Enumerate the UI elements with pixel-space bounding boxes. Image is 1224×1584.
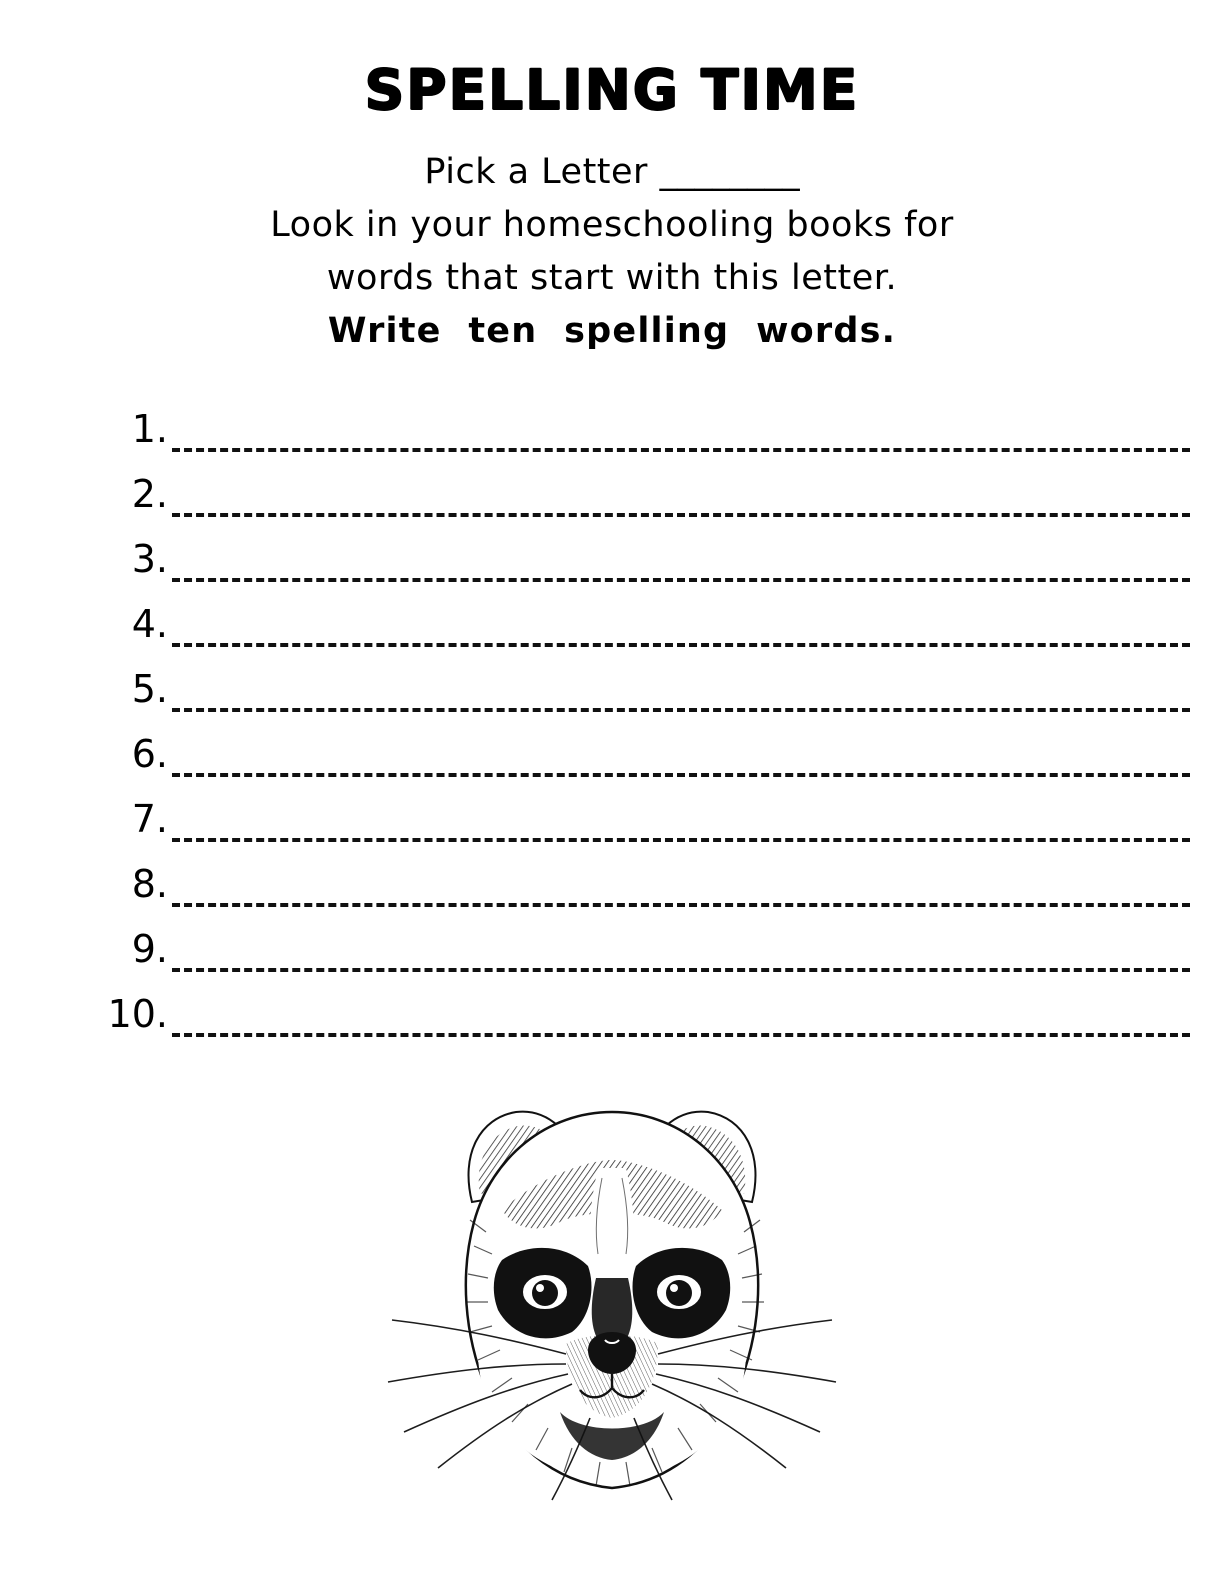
write-line-3[interactable] xyxy=(172,550,1190,582)
answer-line-row[interactable] xyxy=(40,452,1190,517)
line-number: 1. xyxy=(131,406,168,451)
line-number: 6. xyxy=(131,731,168,776)
instruction-line-4: Write ten spelling words. xyxy=(327,311,897,352)
answer-line-row[interactable] xyxy=(40,777,1190,842)
line-number: 5. xyxy=(131,666,168,711)
answer-line-row[interactable] xyxy=(40,842,1190,907)
raccoon-illustration xyxy=(0,1082,1224,1512)
write-line-1[interactable] xyxy=(172,420,1190,452)
line-number: 3. xyxy=(131,536,168,581)
write-line-5[interactable] xyxy=(172,680,1190,712)
write-line-2[interactable] xyxy=(172,485,1190,517)
line-number: 8. xyxy=(131,861,168,906)
line-number: 7. xyxy=(131,796,168,841)
answer-line-row[interactable] xyxy=(40,972,1190,1037)
write-line-7[interactable] xyxy=(172,810,1190,842)
write-line-10[interactable] xyxy=(172,1005,1190,1037)
answer-line-row[interactable] xyxy=(40,712,1190,777)
answer-lines-list xyxy=(0,387,1224,1037)
line-number: 4. xyxy=(131,601,168,646)
page-title: SPELLING TIME xyxy=(364,58,860,122)
instruction-line-3: words that start with this letter. xyxy=(326,258,898,299)
answer-line-row[interactable] xyxy=(40,907,1190,972)
answer-line-row[interactable] xyxy=(40,387,1190,452)
answer-line-row[interactable] xyxy=(40,647,1190,712)
raccoon-drawing xyxy=(388,1112,836,1500)
line-number: 10. xyxy=(107,991,168,1036)
letter-blank[interactable]: ________ xyxy=(659,151,800,192)
answer-line-row[interactable] xyxy=(40,517,1190,582)
write-line-8[interactable] xyxy=(172,875,1190,907)
line-number: 9. xyxy=(131,926,168,971)
line-number: 2. xyxy=(131,471,168,516)
instructions-block xyxy=(0,146,1224,359)
write-line-9[interactable] xyxy=(172,940,1190,972)
instruction-line-2: Look in your homeschooling books for xyxy=(270,204,954,245)
answer-line-row[interactable] xyxy=(40,582,1190,647)
write-line-4[interactable] xyxy=(172,615,1190,647)
pick-a-letter-label: Pick a Letter xyxy=(424,151,648,192)
instruction-line-1 xyxy=(0,146,1224,199)
write-line-6[interactable] xyxy=(172,745,1190,777)
